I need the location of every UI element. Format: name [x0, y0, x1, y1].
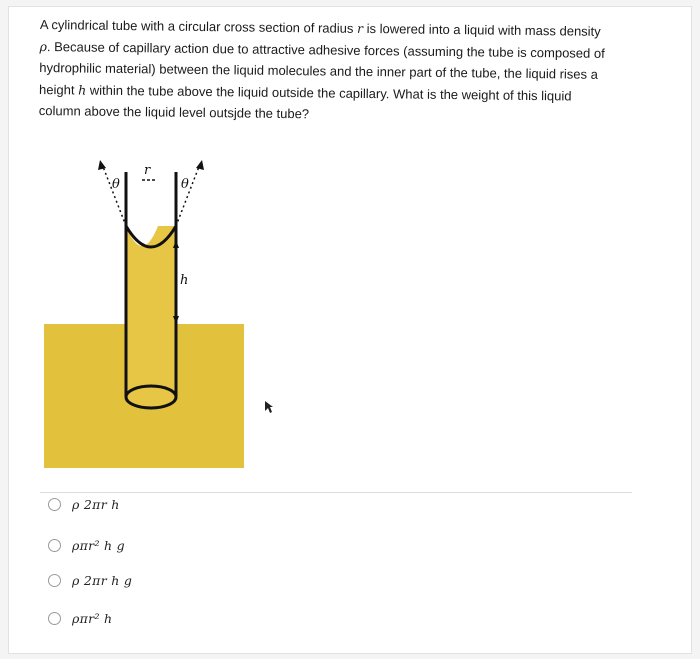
- label-r: r: [144, 163, 151, 178]
- question-text: A cylindrical tube with a circular cross section of radius r is lowered into a liquid with mass density ρ. Because of capillary action due to attractive adhesive forces (assuming the tube is composed of hydrophilic material) between the liquid molecules and the inner part of the tube, the liquid rises a height h within the tube above the liquid outside the capillary. What is the weight of this liquid column above the liquid level outsjde the tube?: [38, 16, 605, 122]
- option-label: ρπr² h: [72, 610, 113, 626]
- radio-button[interactable]: [48, 612, 61, 625]
- label-theta-right: θ: [181, 177, 189, 192]
- radio-button[interactable]: [48, 498, 61, 511]
- liquid-column: [126, 226, 176, 396]
- divider: [40, 492, 632, 493]
- option-label: ρ 2πr h: [72, 496, 120, 512]
- radio-button[interactable]: [48, 574, 61, 587]
- tube-bottom: [126, 386, 176, 408]
- option-label: ρ 2πr h g: [72, 572, 133, 588]
- label-theta-left: θ: [112, 177, 120, 192]
- answer-option-4[interactable]: [48, 607, 112, 629]
- answer-option-1[interactable]: [48, 493, 120, 515]
- label-h: h: [180, 273, 189, 288]
- capillary-figure: [40, 150, 280, 470]
- option-label: ρπr² h g: [72, 537, 125, 553]
- answer-option-2[interactable]: [48, 534, 125, 556]
- radio-button[interactable]: [48, 539, 61, 552]
- answer-option-3[interactable]: [48, 569, 132, 591]
- mouse-cursor: [264, 400, 274, 414]
